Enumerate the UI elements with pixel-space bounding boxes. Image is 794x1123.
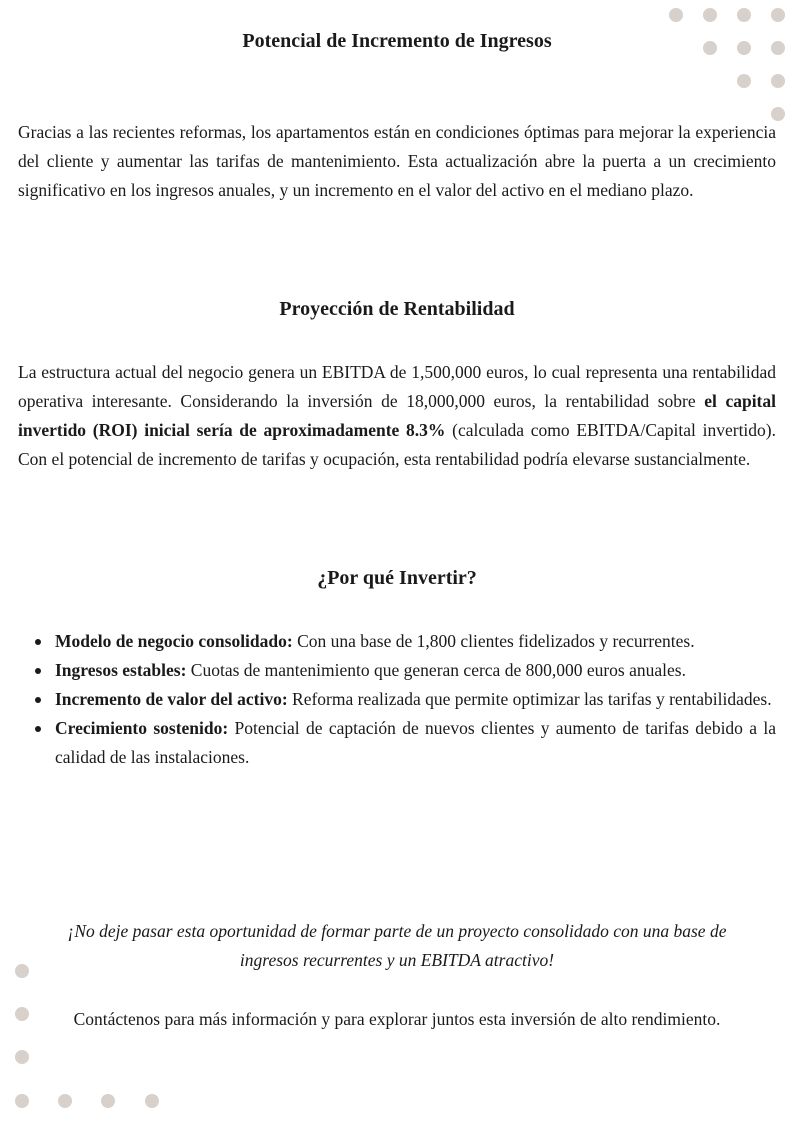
profitability-text-part2: (calculada como EBITDA/Capital invertido). Con el potencial de incremento de tarifas y ocupación, esta rentabilidad podría elevarse sustancialmente. — [18, 420, 776, 469]
decorative-dot — [15, 1007, 29, 1021]
list-item-text: Potencial de captación de nuevos clientes y aumento de tarifas debido a la calidad de las instalaciones. — [55, 718, 776, 767]
list-item-text: Con una base de 1,800 clientes fidelizados y recurrentes. — [292, 631, 695, 651]
why-invest-list — [18, 627, 776, 772]
decorative-dot — [703, 8, 717, 22]
bullet-icon — [35, 697, 41, 703]
section-heading-income-potential: Potencial de Incremento de Ingresos — [242, 30, 552, 52]
decorative-dot — [15, 1050, 29, 1064]
bullet-icon — [35, 639, 41, 645]
income-potential-paragraph: Gracias a las recientes reformas, los apartamentos están en condiciones óptimas para mejorar la experiencia del cliente y aumentar las tarifas de mantenimiento. Esta actualización abre la puerta a un crecimiento significativo en los ingresos anuales, y un incremento en el valor del activo en el mediano plazo. — [18, 122, 776, 200]
list-item — [18, 714, 776, 772]
list-item-text: Cuotas de mantenimiento que generan cerca de 800,000 euros anuales. — [186, 660, 686, 680]
decorative-dot — [771, 8, 785, 22]
list-item — [18, 627, 776, 656]
decorative-dot — [15, 1094, 29, 1108]
decorative-dot — [669, 8, 683, 22]
decorative-dot — [15, 964, 29, 978]
list-item-title: Crecimiento sostenido: — [55, 718, 229, 738]
bullet-icon — [35, 726, 41, 732]
contact-paragraph: Contáctenos para más información y para explorar juntos esta inversión de alto rendimiento. — [73, 1009, 721, 1029]
list-item — [18, 685, 776, 714]
decorative-dot — [737, 74, 751, 88]
decorative-dot — [771, 74, 785, 88]
list-item-title: Incremento de valor del activo: — [55, 689, 288, 709]
decorative-dot — [101, 1094, 115, 1108]
list-item-title: Ingresos estables: — [55, 660, 187, 680]
decorative-dot — [58, 1094, 72, 1108]
list-item-text: Reforma realizada que permite optimizar las tarifas y rentabilidades. — [287, 689, 772, 709]
profitability-paragraph — [18, 358, 776, 474]
decorative-dot — [737, 8, 751, 22]
list-item-title: Modelo de negocio consolidado: — [55, 631, 293, 651]
list-item — [18, 656, 776, 685]
profitability-text-bold: el capital invertido (ROI) inicial sería de aproximadamente 8.3% — [18, 391, 776, 440]
decorative-dot — [145, 1094, 159, 1108]
bullet-icon — [35, 668, 41, 674]
closing-call-to-action: ¡No deje pasar esta oportunidad de formar parte de un proyecto consolidado con una base de ingresos recurrentes y un EBITDA atractivo! — [67, 921, 727, 970]
profitability-text-part1: La estructura actual del negocio genera un EBITDA de 1,500,000 euros, lo cual representa una rentabilidad operativa interesante. Considerando la inversión de 18,000,000 euros, la rentabilidad sobre — [18, 362, 776, 411]
section-heading-why-invest: ¿Por qué Invertir? — [317, 567, 477, 589]
section-heading-profitability: Proyección de Rentabilidad — [279, 298, 515, 320]
